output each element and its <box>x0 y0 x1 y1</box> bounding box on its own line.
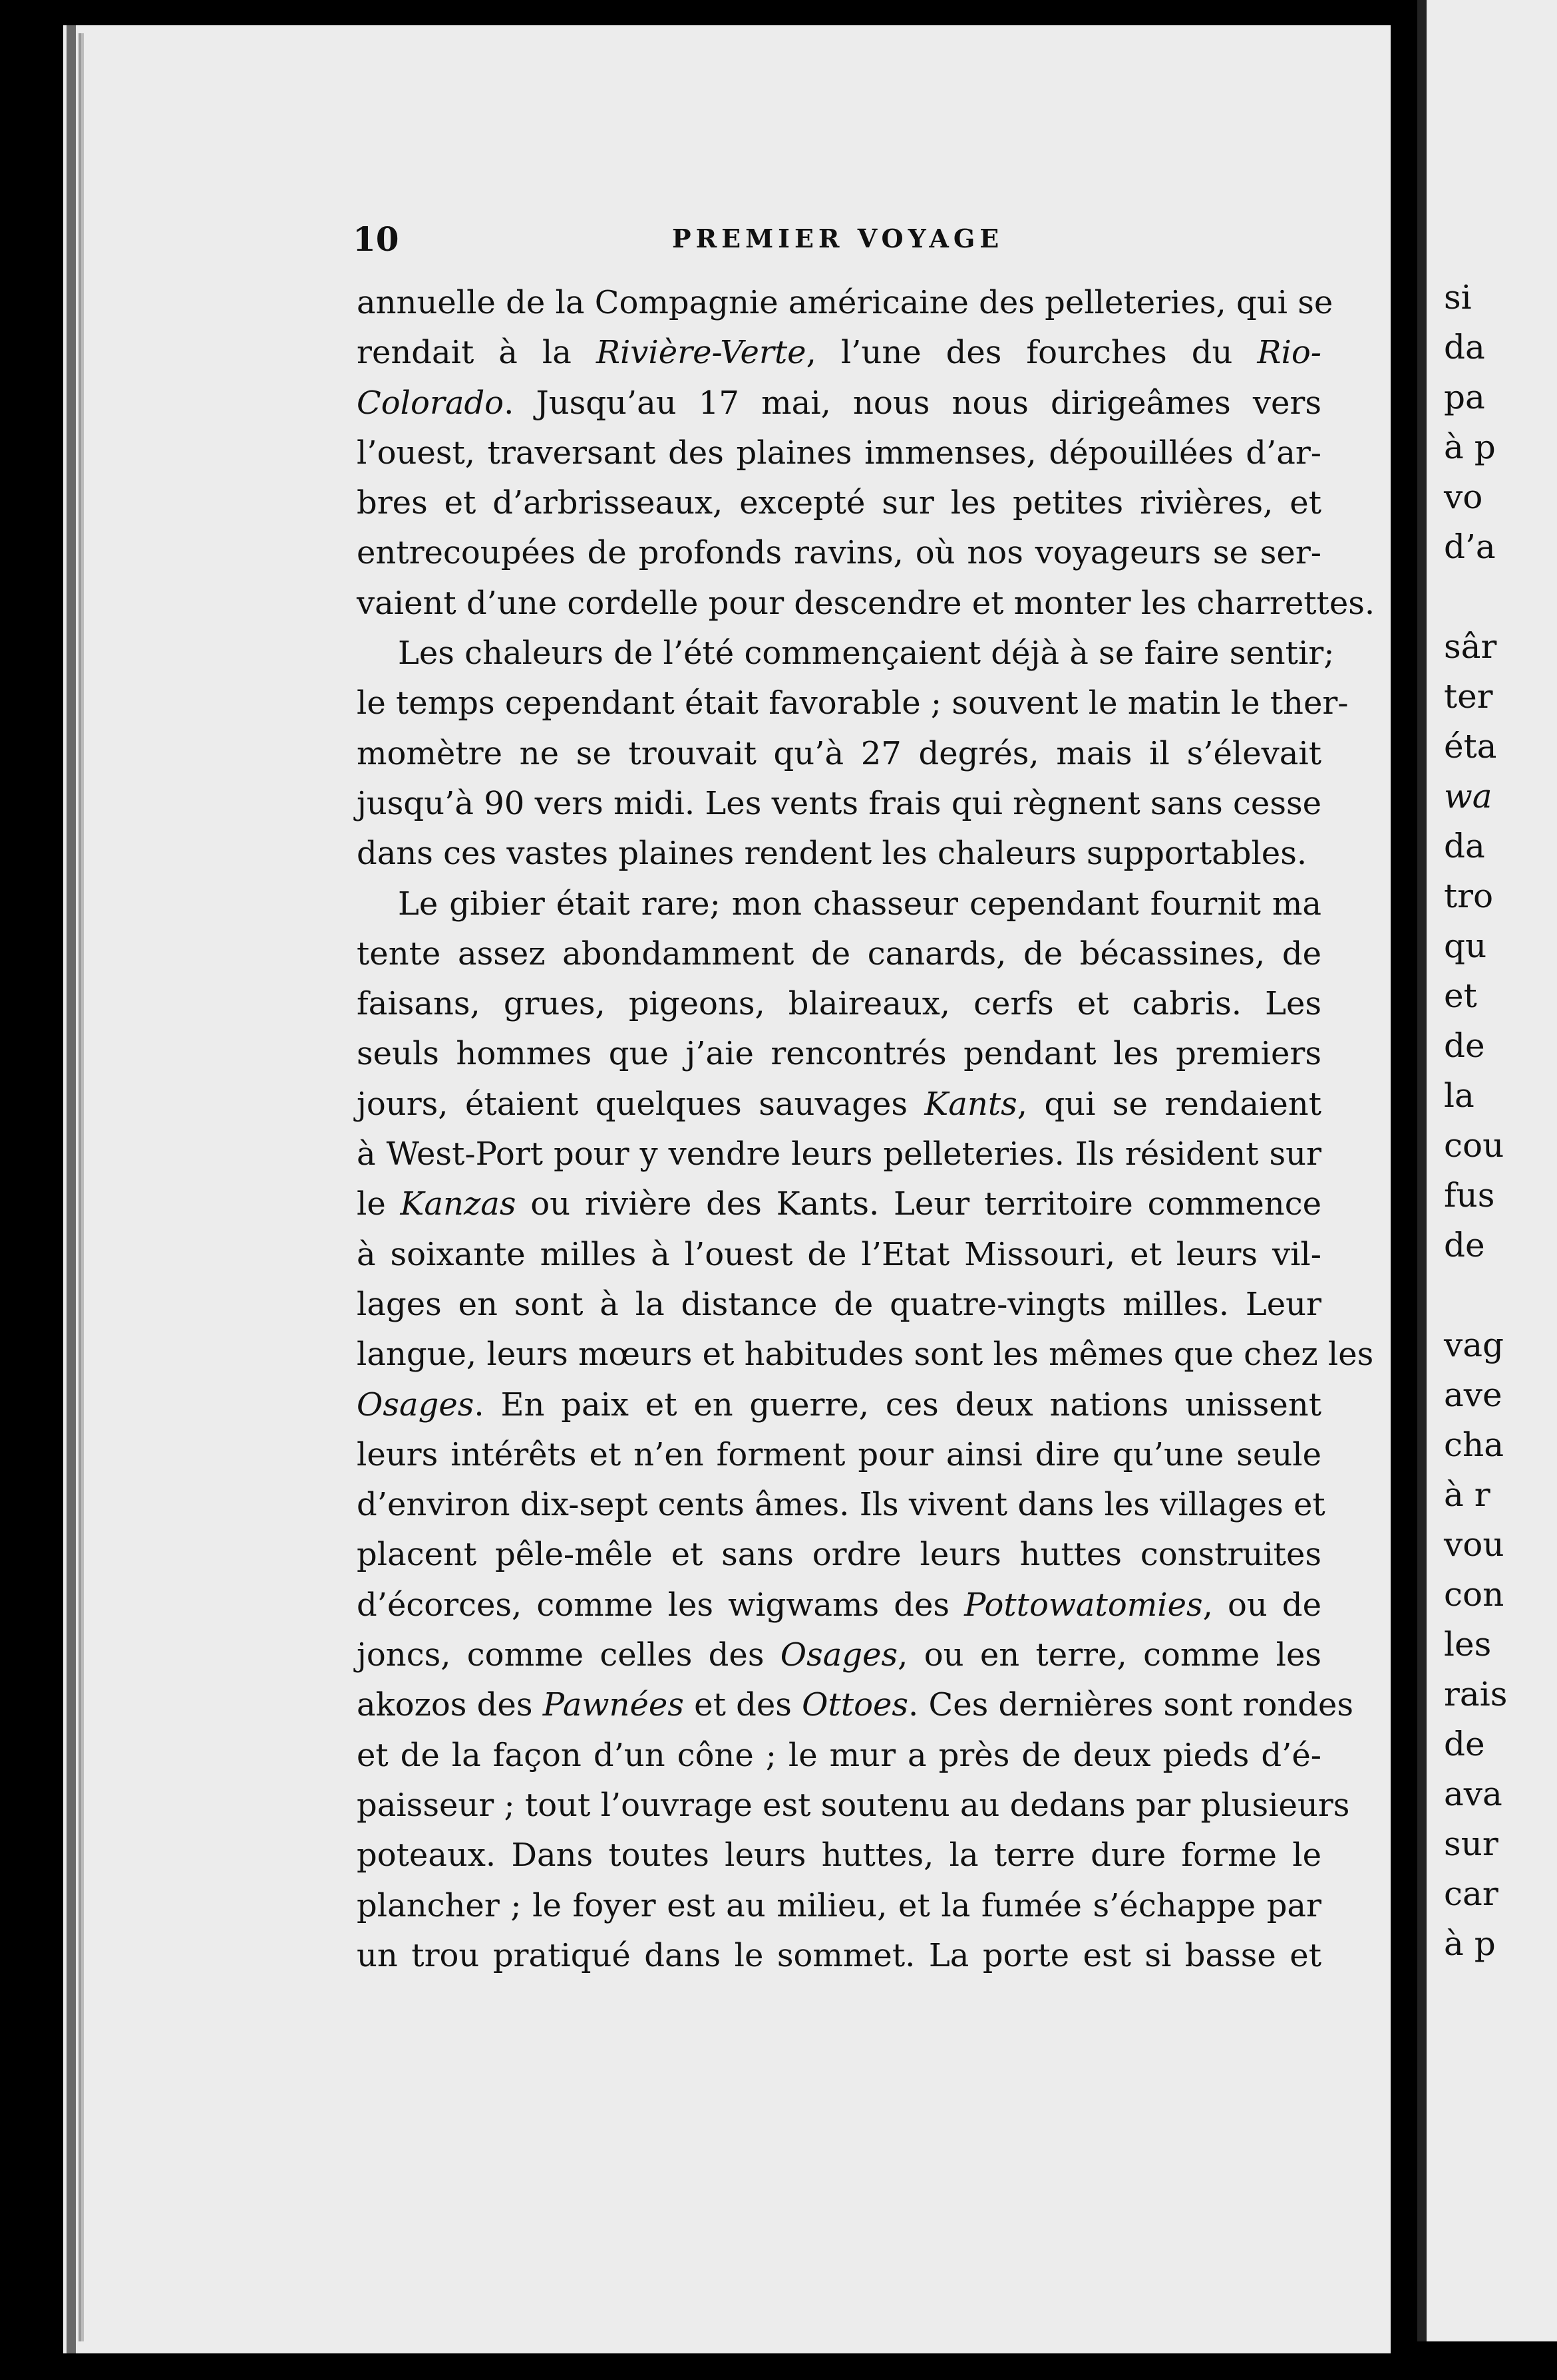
fragment-text: da <box>1444 827 1485 865</box>
text-run: l’ouest, traversant des plaines immenses, dépouillées d’ar- <box>357 434 1321 472</box>
text-line <box>357 1280 1321 1330</box>
page-edge <box>67 25 76 2353</box>
text-line <box>357 1380 1321 1430</box>
fragment-text: ave <box>1444 1376 1502 1414</box>
text-line <box>357 979 1321 1029</box>
text-run: , qui se rendaient <box>1017 1085 1321 1123</box>
text-line <box>357 1530 1321 1580</box>
text-line <box>357 1931 1321 1981</box>
italic-term: Ottoes <box>802 1686 909 1724</box>
text-line <box>357 328 1321 378</box>
text-line <box>357 678 1349 728</box>
text-run: annuelle de la Compagnie américaine des pelleteries, qui se <box>357 284 1333 321</box>
text-line <box>357 629 1335 678</box>
text-line <box>357 1080 1321 1129</box>
text-run: leurs intérêts et n’en forment pour ainsi dire qu’une seule <box>357 1435 1321 1473</box>
text-line <box>357 579 1375 629</box>
text-line <box>357 729 1321 779</box>
fragment-text: à p <box>1444 1924 1496 1963</box>
italic-term: Colorado <box>357 384 504 422</box>
right-page-fragment <box>1417 0 1557 2341</box>
text-run: poteaux. Dans toutes leurs huttes, la terre dure forme le <box>357 1837 1321 1874</box>
text-run: le temps cependant était favorable ; souvent le matin le ther- <box>357 684 1349 722</box>
text-run: joncs, comme celles des <box>357 1636 780 1674</box>
running-head: PREMIER VOYAGE <box>672 223 1004 253</box>
text-line <box>357 829 1321 879</box>
body-text <box>357 278 1375 1981</box>
text-run: , ou en terre, comme les <box>898 1636 1321 1674</box>
text-line <box>357 1680 1354 1730</box>
text-line <box>357 779 1321 829</box>
binding-margin-lines <box>79 33 141 2341</box>
fragment-text: la <box>1444 1076 1474 1115</box>
text-run: d’environ dix-sept cents âmes. Ils vivent dans les villages et <box>357 1486 1325 1524</box>
fragment-text: ter <box>1444 677 1493 716</box>
text-run: lages en sont à la distance de quatre-vingts milles. Leur <box>357 1285 1321 1323</box>
text-line <box>357 1630 1321 1680</box>
text-run: , ou de <box>1202 1586 1322 1624</box>
page-header <box>353 220 1331 259</box>
text-line <box>357 1029 1321 1079</box>
fragment-text: cou <box>1444 1126 1504 1165</box>
text-run: faisans, grues, pigeons, blaireaux, cerfs et cabris. Les <box>357 985 1321 1023</box>
text-run: dans ces vastes plaines rendent les chaleurs supportables. <box>357 835 1307 873</box>
fragment-text: sâr <box>1444 627 1497 666</box>
text-run: et des <box>683 1686 802 1724</box>
italic-term: Rio- <box>1257 334 1321 372</box>
fragment-text: et <box>1444 976 1477 1015</box>
text-run: momètre ne se trouvait qu’à 27 degrés, mais il s’élevait <box>357 734 1321 772</box>
text-line <box>357 1831 1321 1880</box>
text-line <box>357 1731 1321 1781</box>
text-run: seuls hommes que j’aie rencontrés pendant les premiers <box>357 1035 1321 1073</box>
fragment-text: à r <box>1444 1475 1490 1514</box>
text-run: . Jusqu’au 17 mai, nous nous dirigeâmes vers <box>504 384 1321 422</box>
text-line <box>357 1430 1321 1480</box>
text-line <box>357 428 1321 478</box>
text-line <box>357 929 1321 979</box>
text-run: un trou pratiqué dans le sommet. La porte est si basse et <box>357 1936 1321 1974</box>
text-run: Le gibier était rare; mon chasseur cependant fournit ma <box>398 885 1321 923</box>
text-run: bres et d’arbrisseaux, excepté sur les petites rivières, et <box>357 484 1321 522</box>
fragment-text: de <box>1444 1226 1485 1264</box>
text-run: ou rivière des Kants. Leur territoire commence <box>516 1185 1322 1223</box>
text-line <box>357 1179 1321 1229</box>
fragment-text: da <box>1444 328 1485 367</box>
fragment-text: vo <box>1444 478 1483 516</box>
text-line <box>357 1330 1374 1380</box>
text-line <box>357 1480 1325 1530</box>
text-run: et de la façon d’un cône ; le mur a près de deux pieds d’é- <box>357 1736 1321 1774</box>
fragment-text: de <box>1444 1725 1485 1763</box>
italic-term: Rivière-Verte <box>596 334 806 372</box>
fragment-text: éta <box>1444 727 1497 766</box>
text-run: placent pêle-mêle et sans ordre leurs huttes construites <box>357 1536 1321 1574</box>
fragment-text: de <box>1444 1026 1485 1065</box>
italic-term: Pawnées <box>542 1686 684 1724</box>
text-line <box>357 478 1321 528</box>
text-run: akozos des <box>357 1686 543 1724</box>
text-run: entrecoupées de profonds ravins, où nos voyageurs se ser- <box>357 534 1321 572</box>
italic-term: Osages <box>780 1636 898 1674</box>
fragment-text: fus <box>1444 1176 1495 1215</box>
italic-term: Osages <box>357 1386 474 1423</box>
text-line <box>357 378 1321 428</box>
text-run: . Ces dernières sont rondes <box>908 1686 1354 1724</box>
fragment-text: vou <box>1444 1525 1504 1564</box>
text-line <box>357 278 1333 328</box>
page-number: 10 <box>353 220 399 259</box>
fragment-text: pa <box>1444 378 1485 416</box>
fragment-text: si <box>1444 278 1472 317</box>
text-run: plancher ; le foyer est au milieu, et la fumée s’échappe par <box>357 1886 1321 1924</box>
text-run: vaient d’une cordelle pour descendre et monter les charrettes. <box>357 584 1375 622</box>
text-run: paisseur ; tout l’ouvrage est soutenu au dedans par plusieurs <box>357 1786 1350 1824</box>
text-line <box>357 1881 1321 1931</box>
fragment-text: car <box>1444 1874 1498 1913</box>
text-run: . En paix et en guerre, ces deux nations unissent <box>474 1386 1321 1423</box>
text-run: rendait à la <box>357 334 596 372</box>
fragment-text: à p <box>1444 428 1496 466</box>
text-run: jours, étaient quelques sauvages <box>357 1085 925 1123</box>
text-line <box>357 879 1321 929</box>
fragment-text: tro <box>1444 877 1494 915</box>
fragment-text: ava <box>1444 1775 1502 1813</box>
text-run: d’écorces, comme les wigwams des <box>357 1586 965 1624</box>
text-run: , l’une des fourches du <box>806 334 1258 372</box>
text-run: à soixante milles à l’ouest de l’Etat Missouri, et leurs vil- <box>357 1235 1321 1273</box>
text-line <box>357 1129 1321 1179</box>
text-run: le <box>357 1185 401 1223</box>
text-line <box>357 528 1321 578</box>
text-run: tente assez abondamment de canards, de bécassines, de <box>357 935 1321 972</box>
text-line <box>357 1781 1350 1831</box>
italic-term: Kants <box>924 1085 1017 1123</box>
fragment-text: sur <box>1444 1825 1498 1863</box>
fragment-text: d’a <box>1444 527 1496 566</box>
fragment-text: les <box>1444 1625 1492 1664</box>
fragment-text: vag <box>1444 1326 1504 1364</box>
text-line <box>357 1230 1321 1280</box>
fragment-text: rais <box>1444 1675 1508 1713</box>
text-run: Les chaleurs de l’été commençaient déjà à se faire sentir; <box>398 635 1335 672</box>
fragment-text: qu <box>1444 927 1487 965</box>
italic-term: Pottowatomies <box>964 1586 1203 1624</box>
fragment-text: cha <box>1444 1425 1504 1464</box>
text-line <box>357 1580 1321 1630</box>
text-run: langue, leurs mœurs et habitudes sont les mêmes que chez les <box>357 1336 1374 1374</box>
italic-term: Kanzas <box>400 1185 516 1223</box>
text-run: jusqu’à 90 vers midi. Les vents frais qui règnent sans cesse <box>357 784 1321 822</box>
fragment-text: wa <box>1444 777 1492 816</box>
text-run: à West-Port pour y vendre leurs pelleteries. Ils résident sur <box>357 1135 1321 1173</box>
fragment-text: con <box>1444 1575 1504 1614</box>
